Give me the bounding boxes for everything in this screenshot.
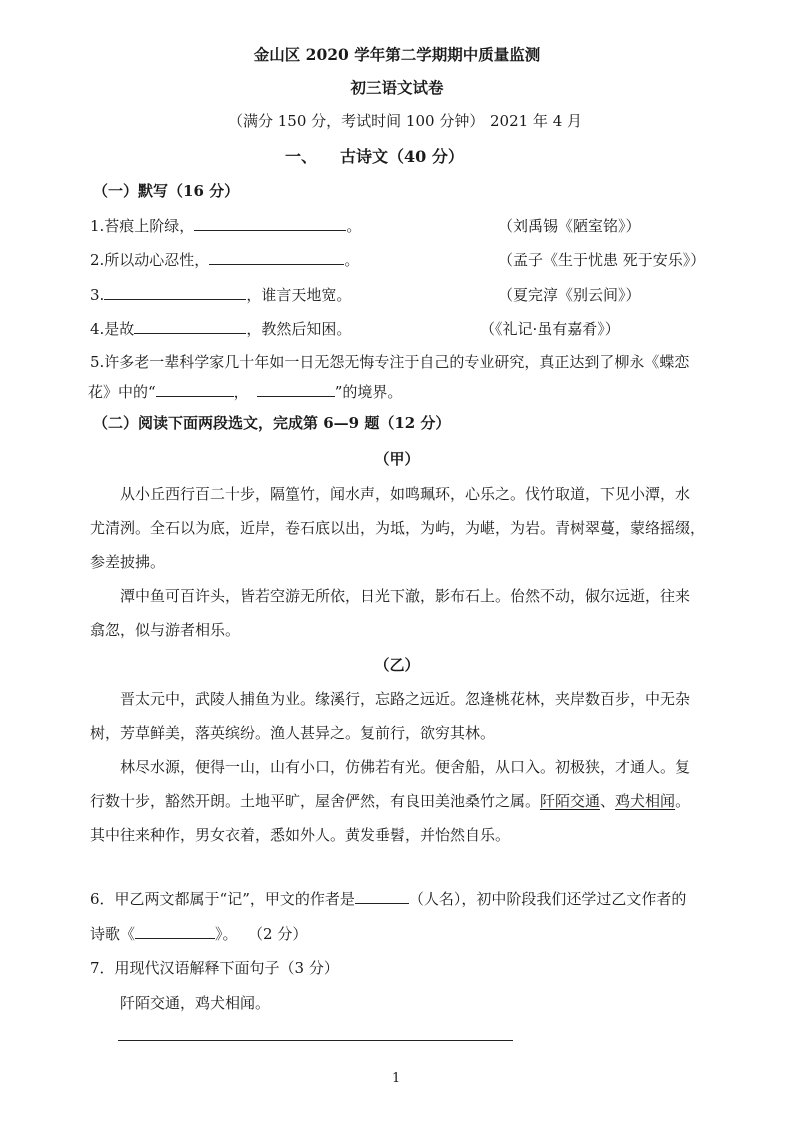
q4-suffix: ，教然后知困。 [246,320,352,338]
q7-answer-line[interactable] [118,1040,513,1041]
question-4 [90,318,351,340]
q6-mid: （人名），初中阶段我们还学过乙文作者的 [408,890,687,908]
q6-line2-suffix: 》。 [215,925,238,943]
q5-answer-blank-1[interactable] [156,382,234,397]
q1-prefix: 1.苔痕上阶绿， [90,217,195,235]
q5-suffix: ”的境界。 [334,383,403,401]
page-number: 1 [392,1071,401,1086]
question-6-line2 [90,923,307,945]
q3-source: （夏完淳《别云间》） [498,286,641,304]
q1-suffix: 。 [346,217,362,235]
jia-p2-line2: 翕忽，似与游者相乐。 [90,621,241,639]
q4-answer-blank[interactable] [134,319,246,334]
exam-date: 2021 年 4 月 [490,112,583,130]
q4-source: （《礼记·虽有嘉肴》） [480,320,620,338]
passage-yi-label: （乙） [374,656,420,674]
section-number: 一、 [285,147,318,166]
q4-prefix: 4.是故 [90,320,135,338]
yi-p2-line1: 林尽水源，便得一山，山有小口，仿佛若有光。便舍船，从口入。初极狭，才通人。复 [120,758,691,776]
yi-p1-line2: 树，芳草鲜美，落英缤纷。渔人甚异之。复前行，欲穷其林。 [90,724,496,742]
yi-p1-line1: 晋太元中，武陵人捕鱼为业。缘溪行，忘路之远近。忽逢桃花林，夹岸数百步，中无杂 [120,690,691,708]
q6-prefix: 6．甲乙两文都属于“记”，甲文的作者是 [90,890,355,908]
question-7: 7．用现代汉语解释下面句子（3 分） [90,959,339,977]
part1-heading: （一）默写（16 分） [93,182,240,200]
jia-p1-line2: 尤清洌。全石以为底，近岸，卷石底以出，为坻，为屿，为嵁，为岩。青树翠蔓，蒙络摇缀， [90,519,706,537]
part2-heading: （二）阅读下面两段选文，完成第 6—9 题（12 分） [93,414,451,432]
yi-p2-line3: 其中往来种作，男女衣着，悉如外人。黄发垂髫，并怡然自乐。 [90,826,511,844]
q5-sep: ， [233,383,249,401]
q6-poem-blank[interactable] [135,924,215,939]
question-6-line1 [90,888,686,910]
q6-author-blank[interactable] [355,889,409,904]
underlined-phrase-1: 阡陌交通 [540,792,601,810]
question-3 [90,284,351,306]
q1-source: （刘禹锡《陋室铭》） [498,217,641,235]
q1-answer-blank[interactable] [194,216,346,231]
question-2 [90,249,359,271]
question-5-line2 [88,381,402,403]
jia-p2-line1: 潭中鱼可百许头，皆若空游无所依，日光下澈，影布石上。佁然不动，俶尔远逝，往来 [120,587,691,605]
q7-sentence: 阡陌交通，鸡犬相闻。 [120,994,271,1012]
q2-suffix: 。 [344,251,360,269]
jia-p1-line1: 从小丘西行百二十步，隔篁竹，闻水声，如鸣珮环，心乐之。伐竹取道，下见小潭，水 [120,485,691,503]
section-title: 古诗文（40 分） [340,147,464,166]
underlined-phrase-2: 鸡犬相闻 [615,792,676,810]
yi-p2-line2 [90,790,690,812]
q5-answer-blank-2[interactable] [257,382,335,397]
exam-title: 金山区 2020 学年第二学期期中质量监测 [253,45,541,64]
q3-answer-blank[interactable] [104,285,246,300]
yi-p2-line2-sep: 、 [600,792,616,810]
q6-score: （2 分） [255,925,308,943]
q2-answer-blank[interactable] [209,250,344,265]
q5-prefix: 花》中的“ [88,383,156,401]
question-1 [90,215,361,237]
jia-p1-line3: 参差披拂。 [90,553,166,571]
question-5-line1: 5.许多老一辈科学家几十年如一日无怨无悔专注于自己的专业研究，真正达到了柳永《蝶恋 [90,353,690,371]
q2-source: （孟子《生于忧患 死于安乐》） [498,251,706,269]
q3-prefix: 3. [90,286,105,304]
exam-info: （满分 150 分，考试时间 100 分钟） [228,112,485,130]
yi-p2-line2-text: 行数十步，豁然开朗。土地平旷，屋舍俨然，有良田美池桑竹之属。 [90,792,541,810]
yi-p2-line2-end: 。 [675,792,691,810]
q2-prefix: 2.所以动心忍性， [90,251,210,269]
q3-suffix: ，谁言天地宽。 [246,286,352,304]
passage-jia-label: （甲） [374,450,420,468]
exam-subtitle: 初三语文试卷 [350,78,444,97]
q6-line2-prefix: 诗歌《 [90,925,136,943]
